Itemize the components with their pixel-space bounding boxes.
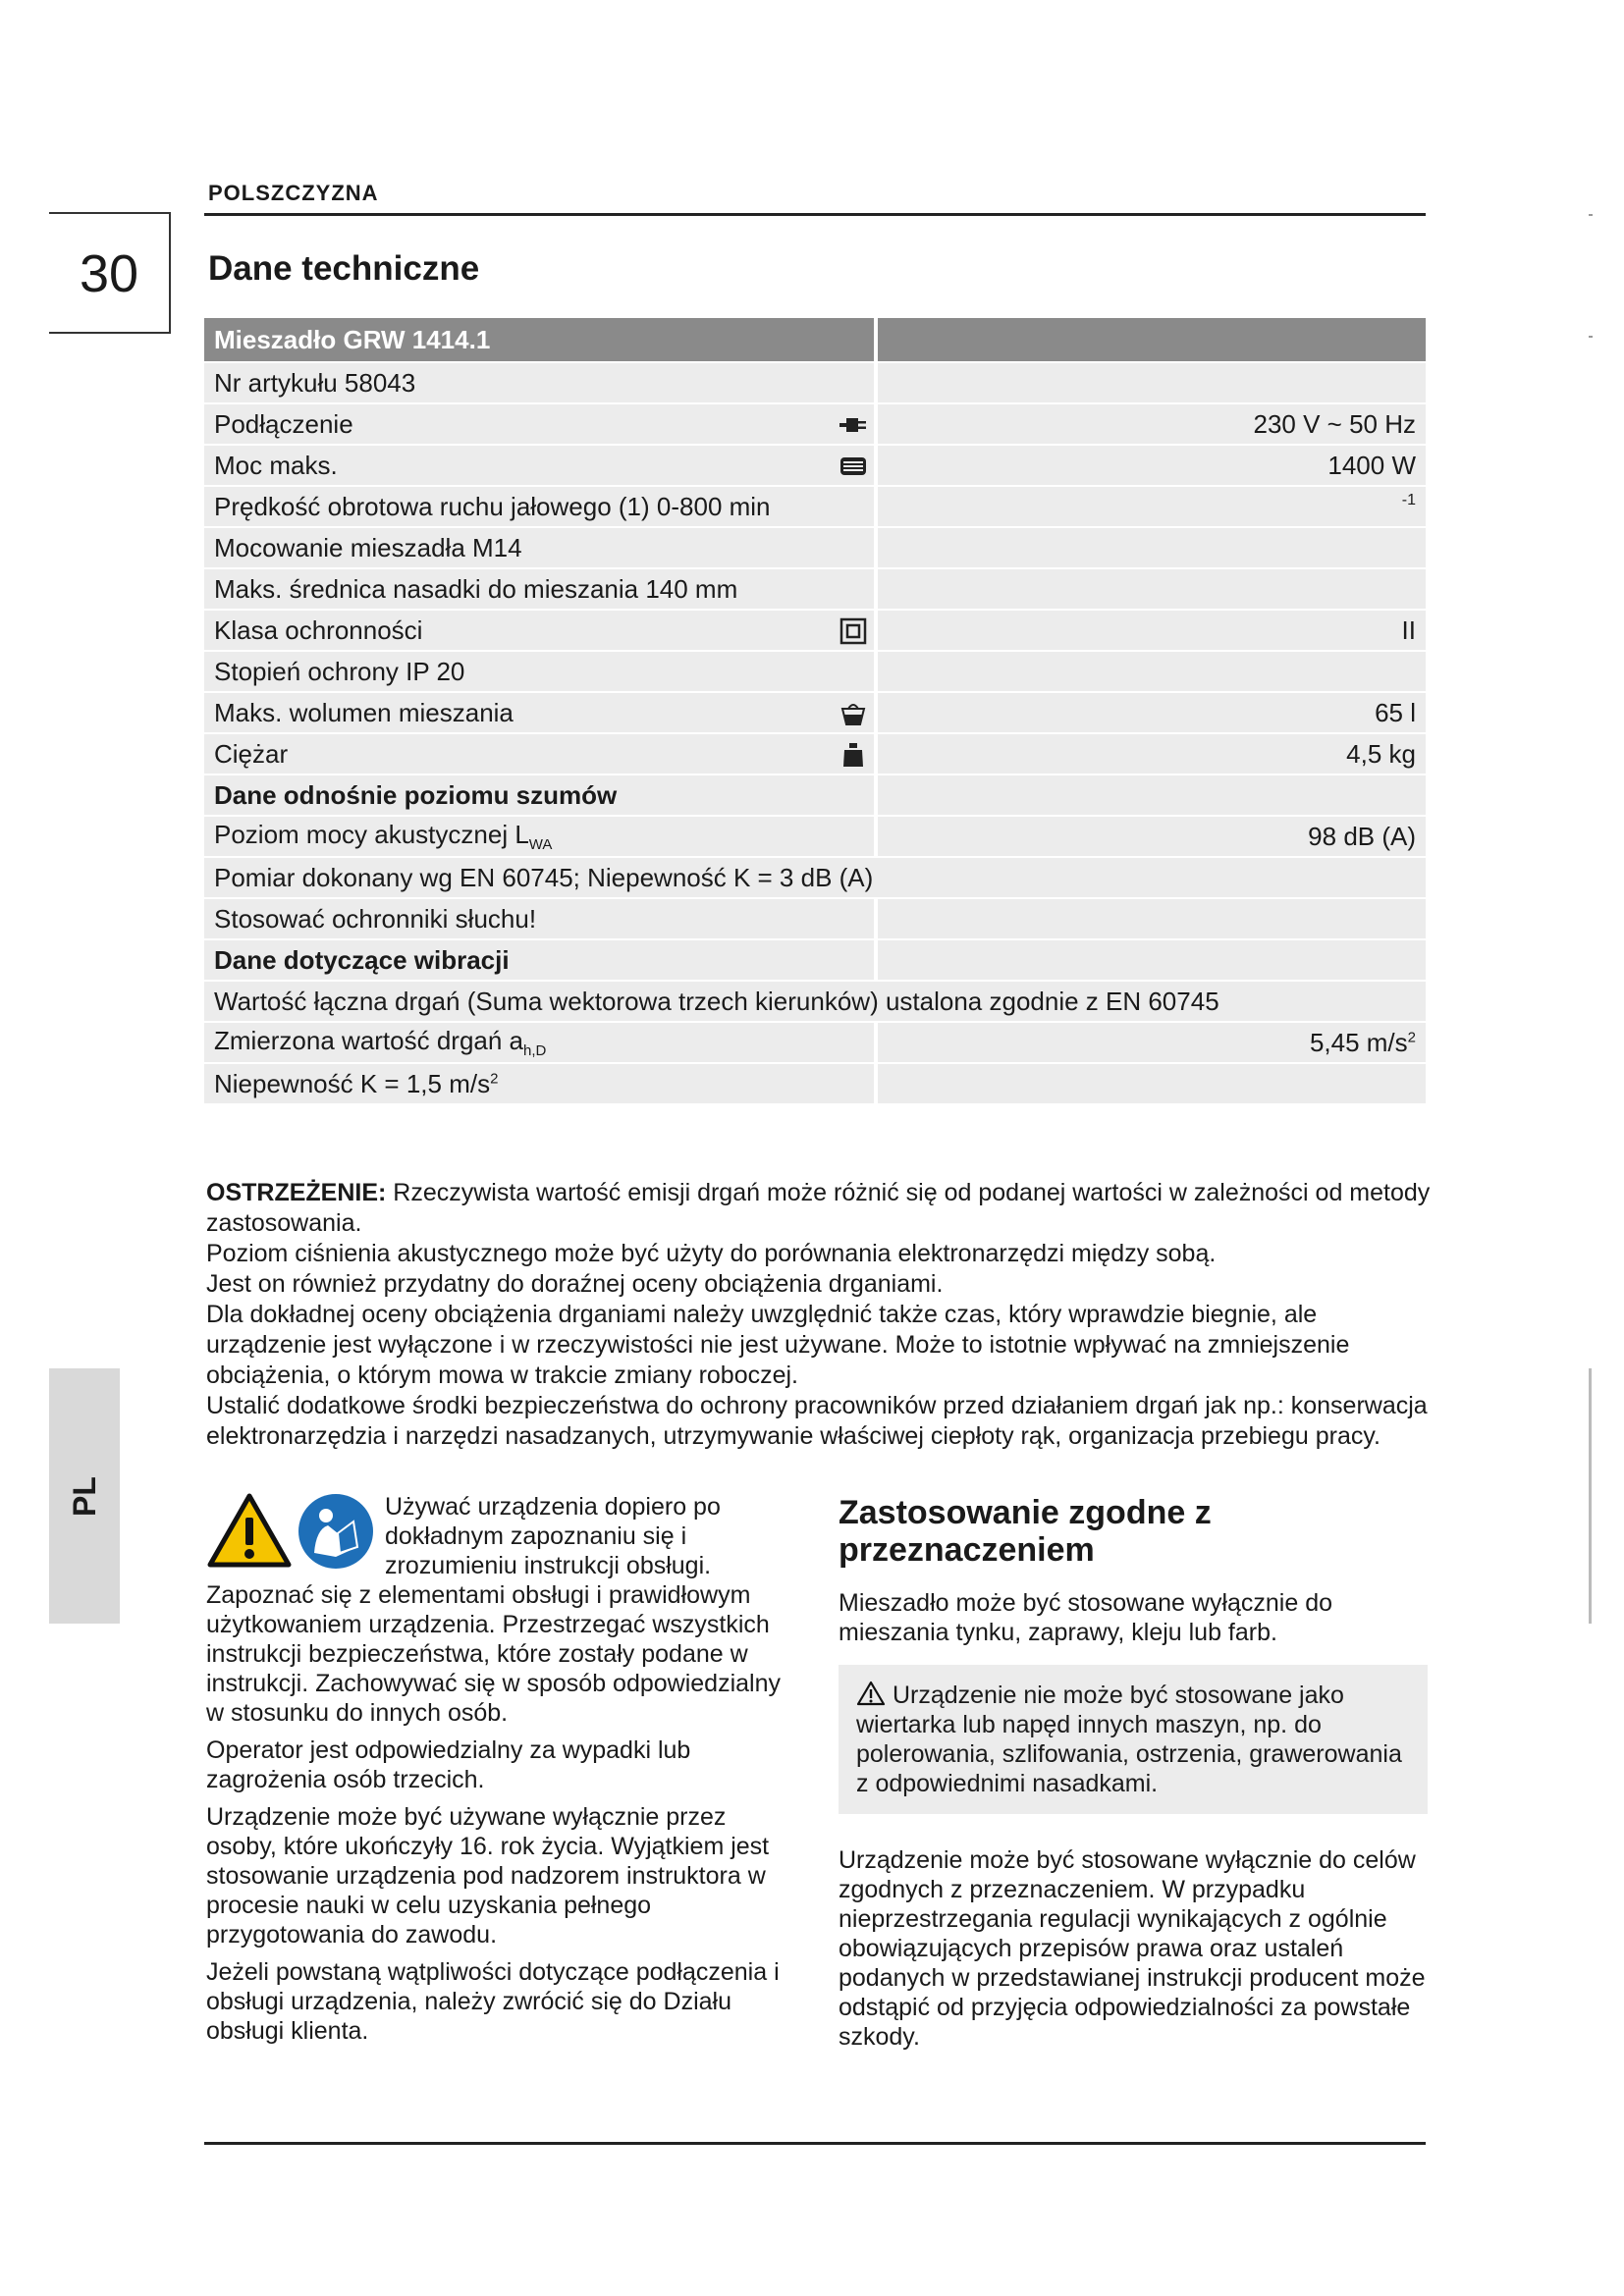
table-row [204, 528, 1426, 567]
small-warning-icon [856, 1682, 893, 1709]
row-label: Prędkość obrotowa ruchu jałowego (1) 0-800 min [204, 487, 874, 526]
motor-icon [839, 452, 868, 481]
page-number: 30 [79, 244, 139, 303]
page-title: Dane techniczne [208, 249, 480, 288]
row-value: 4,5 kg [874, 734, 1426, 774]
noise-level-value: 98 dB (A) [874, 817, 1426, 856]
warning-lead: OSTRZEŻENIE: [206, 1179, 387, 1206]
article-number: Nr artykułu 58043 [204, 363, 874, 402]
edge-mark [1589, 1368, 1592, 1624]
table-row [204, 982, 1426, 1021]
table-row [204, 1023, 1426, 1062]
table-row [204, 1064, 1426, 1103]
left-column [206, 1492, 795, 2054]
row-label: Stopień ochrony IP 20 [204, 652, 874, 691]
double-insulation-icon [839, 616, 868, 646]
uncertainty-label: Niepewność K = 1,5 m/s [214, 1068, 491, 1098]
rpm-unit-superscript: -1 [1401, 491, 1416, 508]
row-value: 1400 W [874, 446, 1426, 485]
manual-intro: Używać urządzenia dopiero po dokładnym zapoznaniu się i zrozumieniu instrukcji obsługi. [385, 1493, 721, 1579]
row-label: Moc maks. [214, 450, 338, 480]
warning-text: Ustalić dodatkowe środki bezpieczeństwa do ochrony pracowników przed działaniem drgań jak np.: konserwacja elektronarzędzia i narzędzi nasadzanych, utrzymywanie właściwej ciepłoty rąk, organizacja przebiegu pracy. [206, 1392, 1428, 1450]
row-value: 230 V ~ 50 Hz [874, 404, 1426, 444]
paragraph: Urządzenie może być stosowane wyłącznie do celów zgodnych z przeznaczeniem. W przypadku nieprzestrzegania regulacji wynikających z ogólnie obowiązujących przepisów prawa oraz ustaleń podanych w przedstawianej instrukcji producent może odstąpić od przyjęcia odpowiedzialności za powstałe szkody. [839, 1846, 1426, 2051]
warning-block [206, 1178, 1434, 1452]
vibration-heading: Dane dotyczące wibracji [204, 940, 874, 980]
table-row [204, 487, 1426, 526]
edge-mark [1589, 214, 1593, 216]
spec-heading: Mieszadło GRW 1414.1 [204, 318, 874, 361]
uncertainty-superscript: 2 [490, 1069, 499, 1087]
paragraph: Jeżeli powstaną wątpliwości dotyczące podłączenia i obsługi urządzenia, należy zwrócić się do Działu obsługi klienta. [206, 1958, 780, 2045]
table-row [204, 611, 1426, 650]
paragraph: Mieszadło może być stosowane wyłącznie do mieszania tynku, zaprawy, kleju lub farb. [839, 1589, 1333, 1646]
vibration-superscript: 2 [1407, 1028, 1416, 1045]
table-row [204, 775, 1426, 815]
paragraph: Urządzenie może być używane wyłącznie przez osoby, które ukończyły 16. rok życia. Wyjątkiem jest stosowanie urządzenia pod nadzorem instruktora w procesie nauki w celu uzyskania pełnego przygotowania do zawodu. [206, 1803, 770, 1949]
vibration-measured-label: Zmierzona wartość drgań a [214, 1025, 524, 1055]
table-row [204, 404, 1426, 444]
table-row [204, 858, 1426, 897]
read-manual-icon [297, 1492, 375, 1577]
warning-text: Rzeczywista wartość emisji drgań może różnić się od podanej wartości w zależności od metody zastosowania. [206, 1179, 1431, 1237]
noise-level-subscript: WA [528, 836, 553, 854]
section-heading: Zastosowanie zgodne z przeznaczeniem [839, 1494, 1212, 1569]
table-row [204, 446, 1426, 485]
bucket-icon [839, 699, 868, 728]
row-label: Mocowanie mieszadła M14 [204, 528, 874, 567]
paragraph: Operator jest odpowiedzialny za wypadki lub zagrożenia osób trzecich. [206, 1736, 691, 1793]
row-label: Maks. średnica nasadki do mieszania 140 mm [204, 569, 874, 609]
table-row [204, 693, 1426, 732]
row-label: Podłączenie [214, 408, 353, 439]
table-row [204, 899, 1426, 938]
header-rule [204, 213, 1426, 216]
table-row [204, 363, 1426, 402]
edge-mark [1589, 336, 1593, 338]
weight-icon [839, 740, 868, 770]
table-row [204, 817, 1426, 856]
row-value: 65 l [874, 693, 1426, 732]
noise-protection: Stosować ochronniki słuchu! [204, 899, 874, 938]
vibration-subscript: h,D [523, 1042, 547, 1060]
spec-table [204, 316, 1426, 1105]
notice-box [839, 1665, 1428, 1814]
vibration-measured-value: 5,45 m/s [1309, 1027, 1408, 1057]
noise-heading: Dane odnośnie poziomu szumów [204, 775, 874, 815]
paragraph: Zapoznać się z elementami obsługi i prawidłowym użytkowaniem urządzenia. Przestrzegać wszystkich instrukcji bezpieczeństwa, które zostały podane w instrukcji. Zachowywać się w sposób odpowiedzialny w stosunku do innych osób. [206, 1581, 781, 1727]
table-row [204, 652, 1426, 691]
table-row [204, 734, 1426, 774]
row-value: II [874, 611, 1426, 650]
footer-rule [204, 2142, 1426, 2145]
vibration-total: Wartość łączna drgań (Suma wektorowa trzech kierunków) ustalona zgodnie z EN 60745 [204, 982, 1426, 1021]
warning-triangle-icon [206, 1492, 293, 1575]
warning-text: Poziom ciśnienia akustycznego może być użyty do porównania elektronarzędzi między sobą. [206, 1240, 1217, 1267]
notice-text: Urządzenie nie może być stosowane jako wiertarka lub napęd innych maszyn, np. do polerowania, szlifowania, ostrzenia, grawerowania z odpowiednimi nasadkami. [856, 1682, 1402, 1797]
table-row [204, 569, 1426, 609]
plug-icon [839, 410, 868, 440]
right-column [839, 1494, 1428, 2052]
side-tab-label: PL [66, 1475, 102, 1517]
warning-text: Jest on również przydatny do doraźnej oceny obciążenia drganiami. [206, 1270, 944, 1298]
table-row [204, 940, 1426, 980]
noise-measure: Pomiar dokonany wg EN 60745; Niepewność K = 3 dB (A) [204, 858, 1426, 897]
warning-text: Dla dokładnej oceny obciążenia drganiami należy uwzględnić także czas, który wprawdzie biegnie, ale urządzenie jest wyłączone i w rzeczywistości nie jest używane. Może to istotnie wpływać na zmniejszenie obciążenia, o którym mowa w trakcie zmiany roboczej. [206, 1301, 1350, 1389]
row-label: Klasa ochronności [214, 614, 423, 645]
row-label: Ciężar [214, 738, 289, 769]
spec-table-head [204, 318, 1426, 361]
language-header: POLSZCZYZNA [208, 181, 379, 205]
noise-level-label: Poziom mocy akustycznej L [214, 819, 529, 849]
row-label: Maks. wolumen mieszania [214, 697, 514, 727]
